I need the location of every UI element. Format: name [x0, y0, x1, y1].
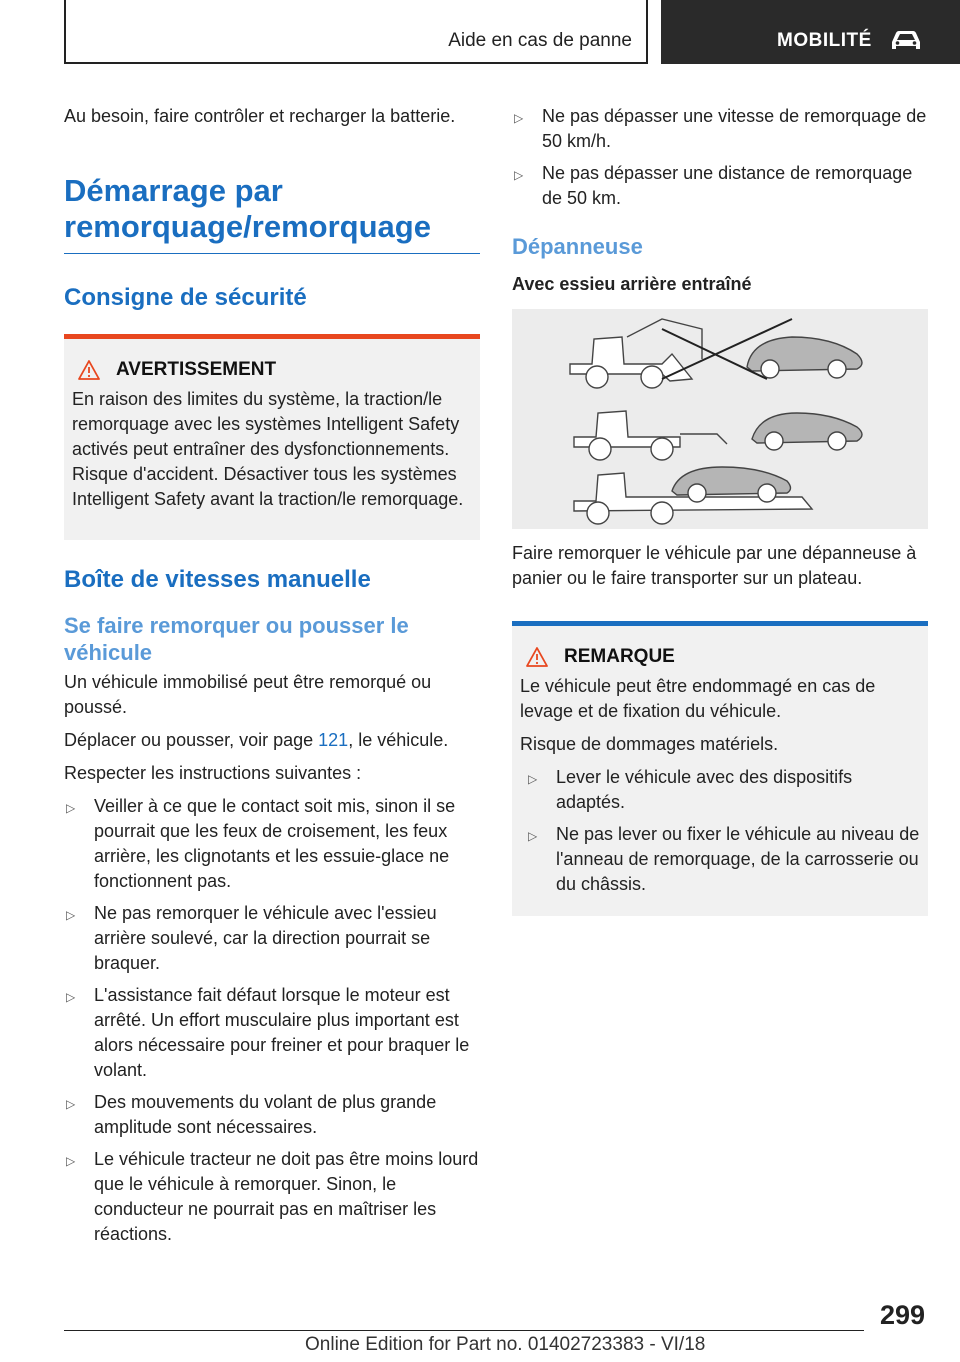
warning-icon: [78, 360, 100, 380]
list-item-text: Lever le véhicule avec des dispositifs adaptés.: [556, 767, 853, 812]
bullet-triangle-icon: ▷: [528, 829, 538, 843]
header-category-box: [661, 0, 960, 64]
bullet-triangle-icon: ▷: [528, 772, 538, 786]
page-title: [64, 173, 480, 254]
list-item-text: L'assistance fait défaut lorsque le moteur est arrêté. Un effort musculaire plus important est alors nécessaire pour freiner et pour braquer le volant.: [94, 985, 470, 1080]
push-text: Déplacer ou pousser, voir page: [64, 730, 319, 750]
gearbox-heading: Boîte de vitesses manuelle: [64, 566, 371, 593]
page-number: 299: [880, 1300, 926, 1330]
note-risk: Risque de dommages matériels.: [520, 734, 779, 754]
note-title: [520, 646, 920, 668]
tow-truck-subheading: Avec essieu arrière entraîné: [512, 274, 752, 294]
tow-truck-diagram: [512, 309, 928, 529]
page-title-line1: Démarrage par: [64, 173, 283, 208]
section-title: Aide en cas de panne: [448, 30, 632, 51]
list-item: [512, 104, 928, 154]
bullet-triangle-icon: ▷: [66, 801, 76, 815]
bullet-triangle-icon: ▷: [514, 111, 524, 125]
list-item-text: Ne pas dépasser une distance de remorquage de 50 km.: [542, 163, 913, 208]
tow-truck-illustration: [512, 309, 928, 529]
list-item-text: Des mouvements du volant de plus grande amplitude sont nécessaires.: [94, 1092, 437, 1137]
push-text-end: , le véhicule.: [348, 730, 449, 750]
list-item: [526, 765, 920, 815]
tow-truck-caption: Faire remorquer le véhicule par une dépanneuse à panier ou le faire transporter sur un plateau.: [512, 543, 917, 588]
intro-text: Au besoin, faire contrôler et recharger la batterie.: [64, 106, 456, 126]
note-title-text: REMARQUE: [564, 646, 675, 667]
warning-box: [64, 334, 480, 540]
tow-truck-heading: Dépanneuse: [512, 234, 643, 259]
list-item: [64, 1090, 480, 1140]
list-item-text: Ne pas lever ou fixer le véhicule au niveau de l'anneau de remorquage, de la carrosserie ou du châssis.: [556, 824, 920, 894]
car-icon: [889, 28, 923, 52]
warning-icon: [526, 647, 548, 667]
page-title-line2: remorquage/remorquage: [64, 209, 431, 244]
header-section-box: [64, 0, 648, 64]
page-link[interactable]: 121: [318, 730, 349, 750]
bullet-triangle-icon: ▷: [66, 1097, 76, 1111]
list-item: [64, 901, 480, 976]
list-item-text: Ne pas dépasser une vitesse de remorquage de 50 km/h.: [542, 106, 927, 151]
note-text: Le véhicule peut être endommagé en cas de levage et de fixation du véhicule.: [520, 676, 876, 721]
safety-heading: Consigne de sécurité: [64, 284, 307, 311]
category-title: MOBILITÉ: [777, 30, 872, 51]
bullet-triangle-icon: ▷: [66, 908, 76, 922]
tow-heading: Se faire remorquer ou pousser le véhicule: [64, 613, 409, 665]
warning-text: En raison des limites du système, la traction/le remorquage avec les systèmes Intelligent Safety activés peut entraîner des dysfonctionnements. Risque d'accident. Désactiver tous les systèmes Intelligent Safety avant la traction/le remorquage.: [72, 389, 464, 509]
footer-edition: Online Edition for Part no. 01402723383 - VI/18: [305, 1334, 706, 1355]
footer-divider: [64, 1330, 864, 1331]
warning-title: [72, 359, 472, 381]
note-box: [512, 621, 928, 916]
warning-title-text: AVERTISSEMENT: [116, 359, 277, 380]
right-column: [512, 104, 928, 916]
list-item-text: Veiller à ce que le contact soit mis, sinon il se pourrait que les feux de croisement, les feux arrière, les clignotants et les essuie-glace ne fonctionnent pas.: [94, 796, 456, 891]
list-item-text: Le véhicule tracteur ne doit pas être moins lourd que le véhicule à remorquer. Sinon, le conducteur ne pourrait pas en maîtriser les réactions.: [94, 1149, 479, 1244]
speed-list: [512, 104, 928, 211]
note-list: [520, 765, 920, 897]
list-item: [526, 822, 920, 897]
list-item: [64, 983, 480, 1083]
list-item-text: Ne pas remorquer le véhicule avec l'essieu arrière soulevé, car la direction pourrait se braquer.: [94, 903, 437, 973]
bullet-triangle-icon: ▷: [66, 1154, 76, 1168]
paragraph-instructions: Respecter les instructions suivantes :: [64, 763, 362, 783]
list-item: [64, 1147, 480, 1247]
bullet-triangle-icon: ▷: [66, 990, 76, 1004]
paragraph-push: [64, 728, 480, 753]
list-item: [512, 161, 928, 211]
list-item: [64, 794, 480, 894]
instruction-list: [64, 794, 480, 1247]
paragraph-immobilized: Un véhicule immobilisé peut être remorqué ou poussé.: [64, 672, 432, 717]
left-column: [64, 104, 480, 1254]
bullet-triangle-icon: ▷: [514, 168, 524, 182]
